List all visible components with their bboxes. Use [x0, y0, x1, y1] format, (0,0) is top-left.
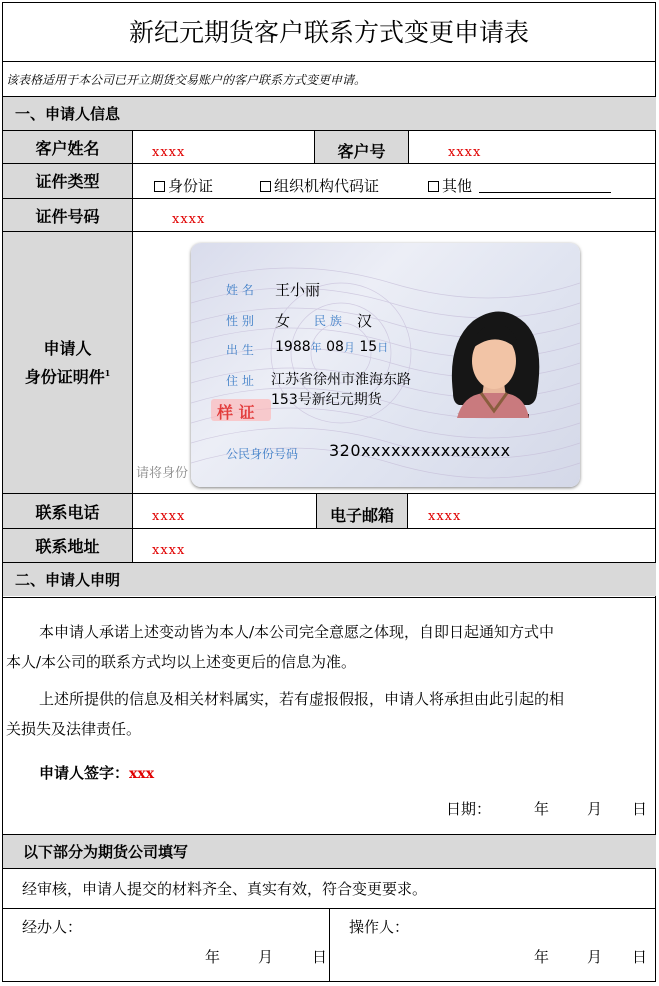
date-year[interactable]: 年 — [534, 800, 550, 818]
operator-label: 操作人： — [349, 918, 410, 936]
date-month[interactable]: 月 — [587, 800, 603, 818]
section-heading-applicant-info: 一、申请人信息 — [3, 97, 656, 130]
address-label: 联系地址 — [35, 537, 100, 556]
customer-id-label: 客户号 — [337, 141, 386, 161]
identity-proof-label: 申请人 身份证明件$^1$ — [24, 339, 111, 387]
handler-label: 经办人： — [22, 918, 83, 936]
signature-value[interactable]: xxx — [129, 766, 155, 782]
form-note: 该表格适用于本公司已开立期货交易账户的客户联系方式变更申请。 — [6, 73, 367, 87]
checkbox-icon[interactable] — [154, 181, 165, 192]
cert-other-underline[interactable] — [479, 192, 611, 193]
customer-id-value[interactable]: xxxx — [448, 145, 482, 160]
checkbox-icon[interactable] — [428, 181, 439, 192]
handler-date-day[interactable]: 日 — [312, 948, 328, 966]
cert-option-other[interactable]: 其他 — [428, 175, 472, 196]
cert-option-org-code[interactable]: 组织机构代码证 — [260, 175, 379, 196]
email-value[interactable]: xxxx — [428, 509, 462, 524]
section-heading-company-use: 以下部分为期货公司填写 — [3, 835, 656, 868]
cert-option-id-card[interactable]: 身份证 — [154, 175, 213, 196]
email-label: 电子邮箱 — [329, 505, 394, 525]
operator-date-month[interactable]: 月 — [587, 948, 603, 966]
cert-type-label: 证件类型 — [35, 172, 100, 191]
cert-number-label: 证件号码 — [35, 206, 100, 226]
phone-value[interactable]: xxxx — [152, 509, 186, 524]
customer-name-label: 客户姓名 — [35, 138, 100, 158]
handler-date-year[interactable]: 年 — [205, 948, 221, 966]
customer-name-value[interactable]: xxxx — [152, 145, 186, 160]
section-heading-declaration: 二、申请人申明 — [3, 563, 656, 596]
date-day[interactable]: 日 — [632, 800, 648, 818]
phone-label: 联系电话 — [35, 502, 100, 522]
portrait-icon — [452, 311, 539, 418]
operator-date-year[interactable]: 年 — [534, 948, 550, 966]
declaration-paragraph-1: 本申请人承诺上述变动皆为本人/本公司完全意愿之体现，自即日起通知方式中 本人/本公司的联系方式均以上述变更后的信息为准。 — [6, 623, 555, 671]
handler-date-month[interactable]: 月 — [258, 948, 274, 966]
form-title: 新纪元期货客户联系方式变更申请表 — [128, 18, 529, 47]
address-value[interactable]: xxxx — [152, 543, 186, 558]
checkbox-icon[interactable] — [260, 181, 271, 192]
id-card-image: 姓 名 王小丽 性 别 女 民 族 汉 出 生 1988年 08月 15日 住 址 江苏省徐州市淮海东路 153号新纪元期货 样 证 公民身份号码 320xxxxxxxxxxxxxxx — [191, 243, 580, 487]
operator-date-day[interactable]: 日 — [632, 948, 648, 966]
signature-row: 申请人签字：xxx — [39, 764, 155, 782]
declaration-paragraph-2: 上述所提供的信息及相关材料属实，若有虚报假报，申请人将承担由此引起的相 关损失及法律责任。 — [6, 690, 565, 738]
date-label: 日期： — [446, 800, 492, 818]
cert-number-value[interactable]: xxxx — [172, 212, 206, 227]
identity-proof-hint: 请将身份 — [136, 466, 189, 481]
review-text: 经审核，申请人提交的材料齐全、真实有效，符合变更要求。 — [22, 880, 428, 898]
